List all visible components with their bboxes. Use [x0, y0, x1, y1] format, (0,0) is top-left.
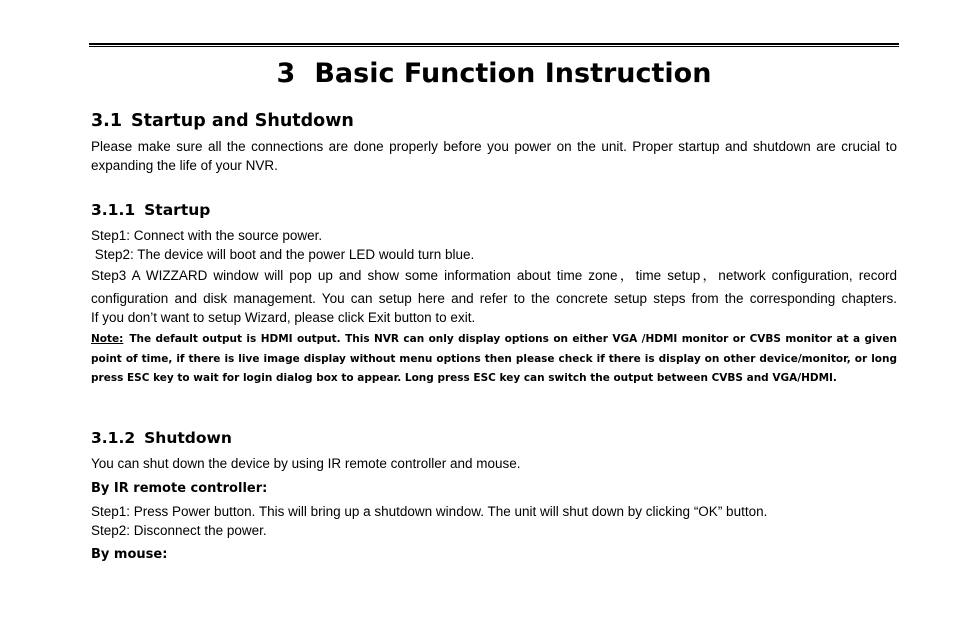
- startup-step3-line2: configuration and disk management. You can setup here and refer to the concrete setup steps from the corresponding chapters.: [91, 291, 897, 306]
- startup-step1: Step1: Connect with the source power.: [91, 228, 323, 243]
- chapter-number: 3: [276, 58, 296, 89]
- section-number: 3.1.1: [91, 201, 136, 219]
- header-rule: [89, 43, 899, 47]
- startup-step3-line3: If you don’t want to setup Wizard, please click Exit button to exit.: [91, 310, 476, 325]
- section-heading-3-1-2: [91, 427, 232, 449]
- mouse-heading: By mouse:: [91, 547, 168, 562]
- chapter-title-text: Basic Function Instruction: [314, 58, 712, 89]
- startup-note: [91, 330, 897, 389]
- note-label: Note:: [91, 333, 124, 345]
- section-number: 3.1.2: [91, 429, 136, 447]
- shutdown-ir-step2: Step2: Disconnect the power.: [91, 523, 267, 538]
- shutdown-intro: You can shut down the device by using IR remote controller and mouse.: [91, 456, 521, 471]
- section-heading-3-1: [91, 109, 354, 133]
- section-title: Startup and Shutdown: [131, 111, 354, 131]
- startup-step3-line1: Step3 A WIZZARD window will pop up and show some information about time zone，time setup，network configuration, record: [91, 268, 897, 283]
- ir-remote-heading: By IR remote controller:: [91, 481, 268, 496]
- section-title: Shutdown: [144, 429, 232, 447]
- section-3-1-intro: Please make sure all the connections are done properly before you power on the unit. Proper startup and shutdown are crucial to expanding the life of your NVR.: [91, 139, 897, 173]
- section-number: 3.1: [91, 111, 123, 131]
- section-heading-3-1-1: [91, 199, 210, 221]
- chapter-title: [89, 55, 899, 93]
- section-title: Startup: [144, 201, 211, 219]
- shutdown-ir-step1: Step1: Press Power button. This will bring up a shutdown window. The unit will shut down by clicking “OK” button.: [91, 504, 768, 519]
- startup-step2: Step2: The device will boot and the power LED would turn blue.: [91, 247, 475, 262]
- note-text: The default output is HDMI output. This NVR can only display options on either VGA /HDMI monitor or CVBS monitor at a given point of time, if there is live image display without menu options then please check if there is display on other device/monitor, or long press ESC key to wait for login dialog box to appear. Long press ESC key can switch the output between CVBS and VGA/HDMI.: [91, 333, 897, 384]
